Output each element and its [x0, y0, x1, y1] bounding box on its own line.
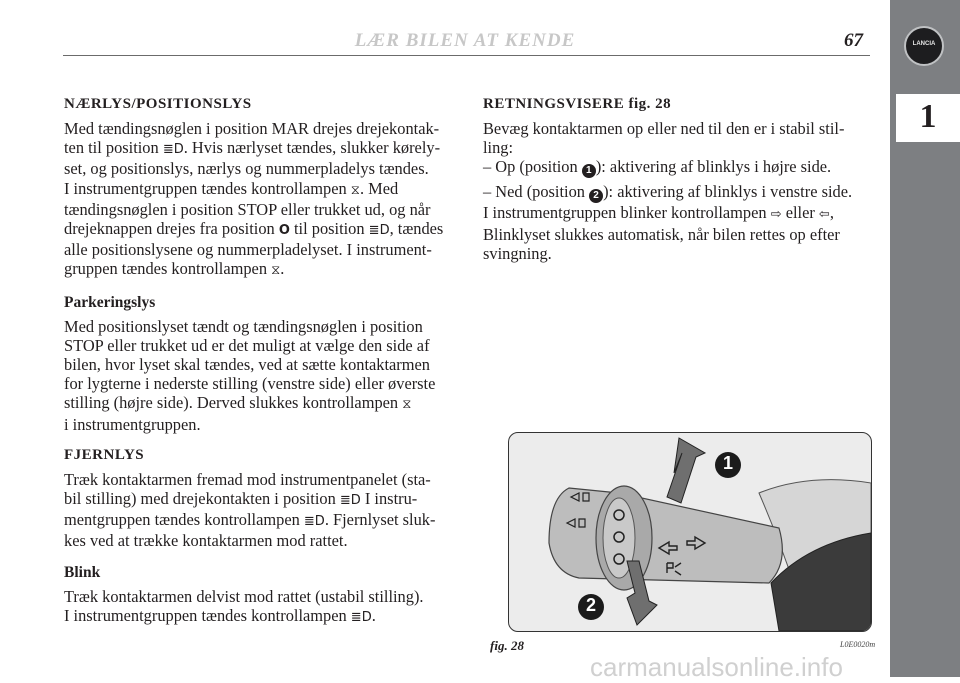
section-title-high-beam: FJERNLYS	[64, 446, 145, 463]
arrow-left-icon: ⇦	[818, 207, 830, 223]
figure-marker-1: 1	[722, 453, 733, 473]
chapter-marker: 1	[896, 94, 960, 142]
marker-1-badge: 1	[582, 164, 596, 178]
header-rule	[63, 55, 870, 56]
headlight-icon: ≣D	[303, 514, 325, 530]
section-title-low-beam: NÆRLYS/POSITIONSLYS	[64, 96, 252, 112]
right-column: RETNINGSVISERE fig. 28 Bevæg kontaktarmen op eller ned til den er i stabil stil- ling: – Op (position 1 ): aktivering af blinklys i højre side. – Ned (position 2 ): aktivering af blinklys i venstre side. I instrumentgruppen blinker kontrollampen ⇨ eller ⇦, Blinklyset slukkes automatisk, når bilen rettes op efter svingning.	[483, 95, 873, 263]
figure-marker-2: 2	[585, 595, 596, 615]
section-title-flash: Blink	[64, 563, 101, 581]
headlight-icon: ≣D	[368, 223, 390, 239]
off-icon: O	[278, 223, 290, 239]
headlight-icon: ≣D	[339, 493, 361, 509]
stalk-drawing	[509, 433, 871, 631]
watermark: carmanualsonline.info	[590, 652, 843, 682]
marker-2-badge: 2	[589, 189, 603, 203]
position-lights-icon: ⧖	[271, 263, 281, 279]
section-title-parking: Parkeringslys	[64, 293, 156, 311]
lancia-logo: LANCIA	[904, 26, 944, 66]
figure-caption: fig. 28	[490, 638, 524, 653]
position-lights-icon: ⧖	[402, 397, 412, 413]
headlight-icon: ≣D	[350, 609, 372, 625]
position-lights-icon: ⧖	[350, 182, 360, 198]
figure-stalk-illustration	[508, 432, 872, 632]
figure-code: L0E0020m	[840, 640, 876, 649]
page-number: 67	[844, 30, 863, 51]
headlight-icon: ≣D	[162, 142, 184, 158]
page-header-title: LÆR BILEN AT KENDE	[354, 30, 576, 51]
arrow-right-icon: ⇨	[770, 207, 782, 223]
left-column: NÆRLYS/POSITIONSLYS Med tændingsnøglen i position MAR drejes drejekontak- ten til position ≣D. Hvis nærlyset tændes, slukker kørely- set, og positionslys, nærlys og nummerpladelys tændes. I instrumentgruppen tændes kontrollampen ⧖. Med tændingsnøglen i position STOP eller trukket ud, og når drejeknappen drejes fra position O til position ≣D, tændes alle positionslysene og nummerpladelyset. I instrument- gruppen tændes kontrollampen ⧖. Parkeringslys Med positionslyset tændt og tændingsnøglen i position STOP eller trukket ud er det muligt at vælge den side af bilen, hvor lyset skal tændes, ved at sætte kontaktarmen for lygterne i nederste stilling (venstre side) eller øverste stilling (højre side). Derved slukkes kontrollampen ⧖ i instrumentgruppen. FJERNLYS Træk kontaktarmen fremad mod instrumentpanelet (sta- bil stilling) med drejekontakten i position ≣D I instru- mentgruppen tændes kontrollampen ≣D. Fjernlyset sluk- kes ved at trække kontaktarmen mod rattet. Blink Træk kontaktarmen delvist mod rattet (ustabil stilling). I instrumentgruppen tændes kontrollampen ≣D.	[64, 95, 464, 627]
section-title-indicators: RETNINGSVISERE fig. 28	[483, 96, 672, 112]
